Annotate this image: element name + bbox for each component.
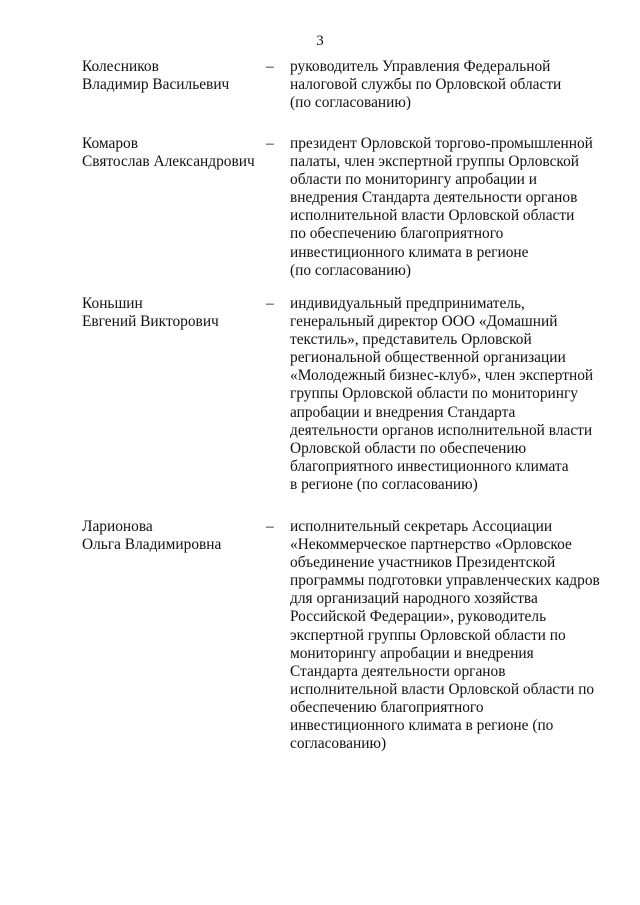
position-line: текстиль», представитель Орловской	[290, 331, 532, 349]
position-line: мониторингу апробации и внедрения	[290, 644, 534, 662]
position-line: (по согласованию)	[290, 94, 411, 112]
position-line: инвестиционного климата в регионе	[290, 243, 529, 261]
member-name	[82, 58, 262, 94]
position-line: генеральный директор ООО «Домашний	[290, 313, 558, 331]
position-line: (по согласованию)	[290, 261, 411, 279]
position-line: исполнительный секретарь Ассоциации	[290, 518, 553, 535]
member-name	[82, 518, 262, 554]
position-line: по обеспечению благоприятного	[290, 225, 504, 243]
member-surname: Комаров	[82, 135, 139, 152]
member-position	[290, 58, 602, 112]
dash-separator: –	[266, 295, 274, 312]
member-surname: Ларионова	[82, 518, 153, 535]
position-line: «Некоммерческое партнерство «Орловское	[290, 536, 572, 554]
position-line: исполнительной власти Орловской области	[290, 207, 575, 225]
member-position	[290, 518, 602, 753]
dash-separator: –	[266, 135, 274, 152]
position-line: исполнительной власти Орловской области по	[290, 680, 595, 698]
position-line: Стандарта деятельности органов	[290, 662, 506, 680]
member-given-names: Владимир Васильевич	[82, 76, 230, 94]
position-line: программы подготовки управленческих кадров	[290, 572, 600, 590]
position-line: индивидуальный предприниматель,	[290, 295, 525, 312]
position-line: Российской Федерации», руководитель	[290, 608, 547, 626]
position-line: в регионе (по согласованию)	[290, 475, 478, 493]
member-given-names: Евгений Викторович	[82, 313, 219, 331]
member-name	[82, 295, 262, 331]
position-line: группы Орловской области по мониторингу	[290, 385, 579, 403]
position-line: Орловской области по обеспечению	[290, 439, 527, 457]
position-line: экспертной группы Орловской области по	[290, 626, 566, 644]
member-given-names: Ольга Владимировна	[82, 536, 222, 554]
member-position	[290, 295, 602, 494]
member-given-names: Святослав Александрович	[82, 153, 255, 171]
position-line: области по мониторингу апробации и	[290, 171, 537, 189]
position-line: региональной общественной организации	[290, 349, 566, 367]
position-line: объединение участников Президентской	[290, 554, 556, 572]
position-line: внедрения Стандарта деятельности органов	[290, 189, 578, 207]
position-line: апробации и внедрения Стандарта	[290, 403, 516, 421]
member-name	[82, 135, 262, 171]
position-line: налоговой службы по Орловской области	[290, 76, 562, 94]
position-line: президент Орловской торгово-промышленной	[290, 135, 593, 152]
page-number: 3	[316, 33, 324, 49]
position-line: инвестиционного климата в регионе (по	[290, 717, 554, 735]
dash-separator: –	[266, 58, 274, 75]
member-position	[290, 135, 602, 280]
position-line: «Молодежный бизнес-клуб», член экспертной	[290, 367, 594, 385]
position-line: согласованию)	[290, 735, 387, 753]
position-line: руководитель Управления Федеральной	[290, 58, 551, 75]
position-line: для организаций народного хозяйства	[290, 590, 538, 608]
position-line: палаты, член экспертной группы Орловской	[290, 153, 580, 171]
member-surname: Колесников	[82, 58, 159, 75]
dash-separator: –	[266, 518, 274, 535]
position-line: деятельности органов исполнительной власти	[290, 421, 593, 439]
position-line: благоприятного инвестиционного климата	[290, 457, 569, 475]
member-surname: Коньшин	[82, 295, 143, 312]
position-line: обеспечению благоприятного	[290, 698, 484, 716]
